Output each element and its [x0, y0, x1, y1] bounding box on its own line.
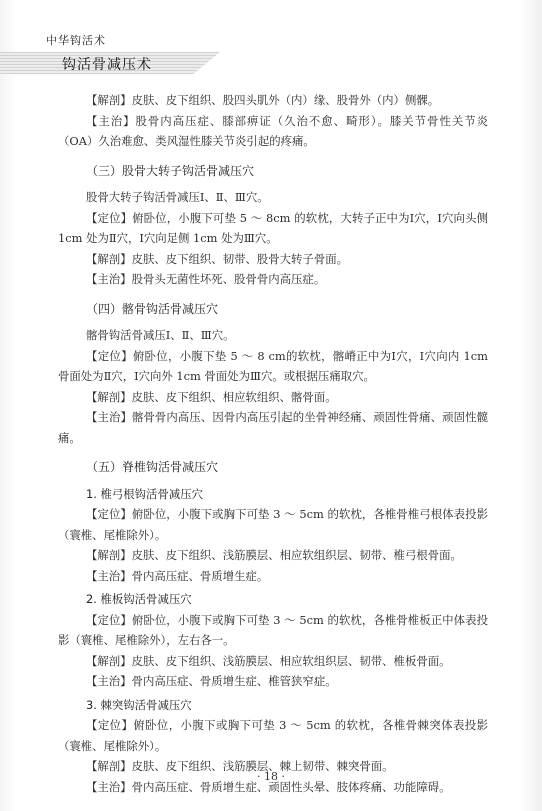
paragraph: 【定位】俯卧位，小腹下或胸下可垫 3 ～ 5cm 的软枕，各椎骨棘突体表投影（寰椎、尾椎除外）。 — [58, 718, 488, 753]
subsection-heading-3: 3. 棘突钩活骨减压穴 — [86, 697, 192, 712]
paragraph: 【解剖】皮肤、皮下组织、浅筋膜层、相应软组织层、韧带、椎弓根骨面。 — [86, 548, 462, 562]
paragraph: 【主治】髂骨骨内高压、因骨内高压引起的坐骨神经痛、顽固性骨痛、顽固性髋痛。 — [58, 410, 488, 445]
paragraph: 【定位】俯卧位，小腹下或胸下可垫 3 ～ 5cm 的软枕，各椎骨椎板正中体表投影（寰椎、尾椎除外），左右各一。 — [58, 612, 488, 647]
book-title: 钩活骨减压术 — [62, 57, 152, 73]
running-header — [0, 28, 220, 80]
paragraph-indication: 【主治】股骨内高压症、膝部痹证（久治不愈、畸形）。膝关节骨性关节炎（OA）久治难愈、类风湿性膝关节炎引起的疼痛。 — [58, 113, 488, 148]
paragraph: 股骨大转子钩活骨减压Ⅰ、Ⅱ、Ⅲ穴。 — [86, 190, 269, 204]
series-title: 中华钩活术 — [46, 34, 106, 47]
subsection-heading-2: 2. 椎板钩活骨减压穴 — [86, 592, 192, 606]
paragraph: 【解剖】皮肤、皮下组织、浅筋膜层、棘上韧带、棘突骨面。 — [86, 759, 394, 773]
paragraph-anatomy: 【解剖】皮肤、皮下组织、股四头肌外（内）缘、股骨外（内）侧髁。 — [86, 93, 440, 107]
paragraph: 【主治】骨内高压症、骨质增生症、椎管狭窄症。 — [86, 674, 337, 688]
paragraph: 【解剖】皮肤、皮下组织、相应软组织、髂骨面。 — [86, 389, 337, 404]
paragraph: 【主治】股骨头无菌性坏死、股骨骨内高压症。 — [86, 272, 326, 286]
paragraph: 【解剖】皮肤、皮下组织、浅筋膜层、相应软组织层、韧带、椎板骨面。 — [86, 653, 451, 668]
paragraph: 【定位】俯卧位，小腹下垫 5 ～ 8 cm的软枕，髂嵴正中为Ⅰ穴，Ⅰ穴向内 1cm 骨面处为Ⅱ穴，Ⅰ穴向外 1cm 骨面处为Ⅲ穴。或根据压痛取穴。 — [58, 348, 488, 383]
paragraph: 髂骨钩活骨减压Ⅰ、Ⅱ、Ⅲ穴。 — [86, 328, 235, 342]
subsection-heading-1: 1. 椎弓根钩活骨减压穴 — [86, 486, 204, 501]
paragraph: 【主治】骨内高压症、骨质增生症。 — [86, 568, 269, 583]
section-heading-5: （五）脊椎钩活骨减压穴 — [86, 460, 219, 474]
page-content — [58, 90, 488, 797]
section-heading-3: （三）股骨大转子钩活骨减压穴 — [86, 163, 255, 178]
paragraph: 【解剖】皮肤、皮下组织、韧带、股骨大转子骨面。 — [86, 251, 348, 266]
paragraph: 【定位】俯卧位，小腹下可垫 5 ～ 8cm 的软枕，大转子正中为Ⅰ穴，Ⅰ穴向头侧 1cm 处为Ⅱ穴，Ⅰ穴向足侧 1cm 处为Ⅲ穴。 — [58, 210, 488, 245]
paragraph: 【定位】俯卧位，小腹下或胸下可垫 3 ～ 5cm 的软枕，各椎骨椎弓根体表投影（寰椎、尾椎除外）。 — [58, 507, 488, 542]
section-heading-4: （四）髂骨钩活骨减压穴 — [86, 301, 219, 316]
page-number: · 18 · — [257, 770, 285, 783]
paragraph: 【主治】骨内高压症、骨质增生症、顽固性头晕、肢体疼痛、功能障碍。 — [86, 779, 451, 794]
